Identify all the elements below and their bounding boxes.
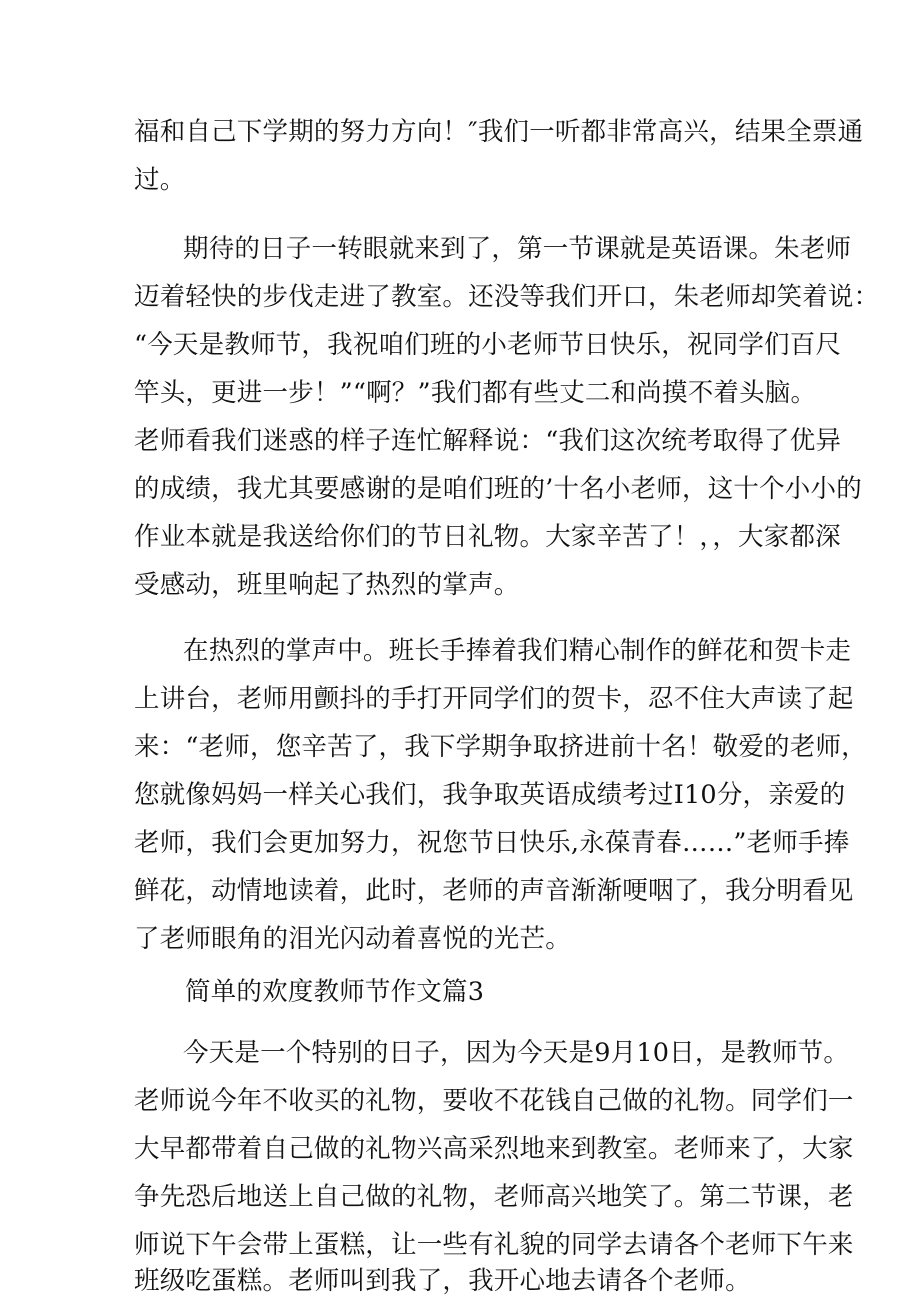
text-line: 福和自己下学期的努力方向！″我们一听都非常高兴，结果全票通	[134, 117, 864, 147]
text-line: “今天是教师节，我祝咱们班的小老师节日快乐，祝同学们百尺	[134, 330, 842, 360]
text-line: 老师说今年不收买的礼物，要收不花钱自己做的礼物。同学们一	[134, 1086, 854, 1116]
text-line: 大早都带着自己做的礼物兴高采烈地来到教室。老师来了，大家	[134, 1134, 854, 1164]
text-line: 受感动，班里响起了热烈的掌声。	[134, 570, 520, 600]
text-line: 老师，我们会更加努力，祝您节日快乐,永葆青春……”老师手捧	[134, 828, 850, 858]
paragraph-start-line: 今天是一个特别的日子，因为今天是9月10日，是教师节。	[183, 1038, 850, 1068]
section-heading: 简单的欢度教师节作文篇3	[185, 977, 485, 1007]
text-line: 竿头，更进一步！”“啊？”我们都有些丈二和尚摸不着头脑。	[134, 378, 817, 408]
text-line: 过。	[134, 165, 186, 195]
text-line: 迈着轻快的步伐走进了教室。还没等我们开口，朱老师却笑着说：	[134, 282, 880, 312]
text-line: 了老师眼角的泪光闪动着喜悦的光芒。	[134, 924, 571, 954]
text-line: 老师看我们迷惑的样子连忙解释说：“我们这次统考取得了优异	[134, 426, 842, 456]
text-line: 班级吃蛋糕。老师叫到我了，我开心地去请各个老师。	[134, 1266, 751, 1296]
text-line: 鲜花，动情地读着，此时，老师的声音渐渐哽咽了，我分明看见	[134, 876, 854, 906]
text-line: 的成绩，我尤其要感谢的是咱们班的’十名小老师，这十个小小的	[134, 474, 862, 504]
paragraph-start-line: 在热烈的掌声中。班长手捧着我们精心制作的鲜花和贺卡走	[183, 636, 852, 666]
text-line: 争先恐后地送上自己做的礼物，老师高兴地笑了。第二节课，老	[134, 1182, 854, 1212]
paragraph-start-line: 期待的日子一转眼就来到了，第一节课就是英语课。朱老师	[183, 234, 852, 264]
text-line: 作业本就是我送给你们的节日礼物。大家辛苦了！，，大家都深	[134, 522, 841, 552]
text-line: 师说下午会带上蛋糕，让一些有礼貌的同学去请各个老师下午来	[134, 1230, 854, 1260]
text-line: 上讲台，老师用颤抖的手打开同学们的贺卡，忍不住大声读了起	[134, 684, 854, 714]
text-line: 来：“老师，您辛苦了，我下学期争取挤进前十名！敬爱的老师，	[134, 732, 867, 762]
text-line: 您就像妈妈一样关心我们，我争取英语成绩考过I10分，亲爱的	[134, 780, 846, 810]
